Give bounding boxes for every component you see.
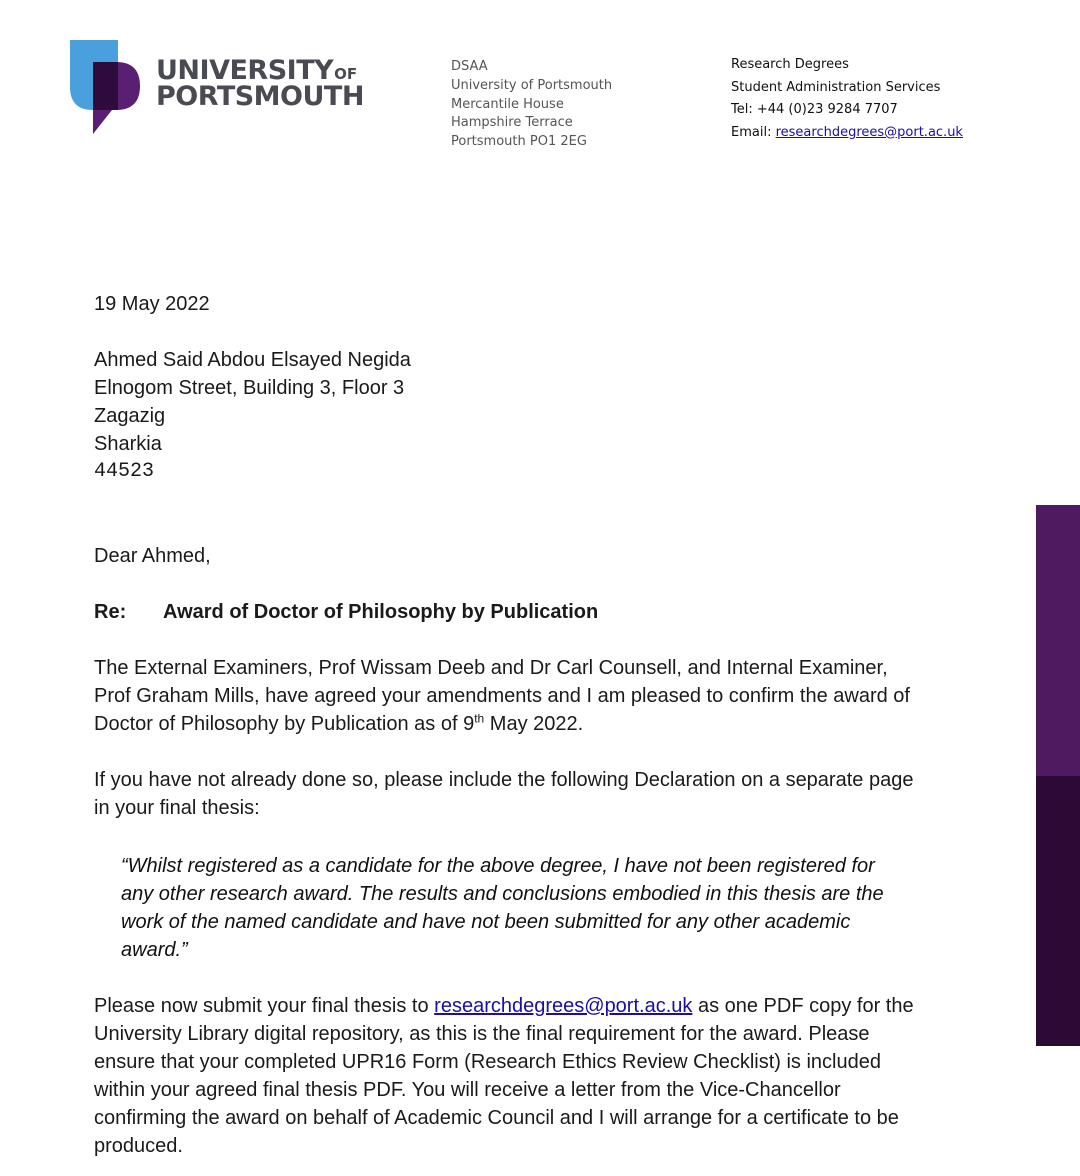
- sender-address-line: Hampshire Terrace: [451, 115, 573, 131]
- recipient-line: Ahmed Said Abdou Elsayed Negida: [94, 349, 411, 371]
- logo-wordmark-line2: PORTSMOUTH: [156, 81, 364, 112]
- paragraph-award: The External Examiners, Prof Wissam Deeb and Dr Carl Counsell, and Internal Examiner, Prof Graham Mills, have agreed your amendments and I am pleased to confirm the award of Doctor of Philosophy by Publication as of 9th May 2022.: [94, 657, 910, 735]
- sender-address: [451, 58, 612, 152]
- sender-address-line: University of Portsmouth: [451, 77, 613, 93]
- subject-line: [94, 598, 598, 626]
- contact-email-link[interactable]: researchdegrees@port.ac.uk: [775, 124, 963, 140]
- contact-service: Student Administration Services: [731, 79, 941, 95]
- subject-label: Re:: [94, 601, 127, 623]
- paragraph-submission: Please now submit your final thesis to researchdegrees@port.ac.uk as one PDF copy for the University Library digital repository, as this is the final requirement for the award. Please ensure that your completed UPR16 Form (Research Ethics Review Checklist) is included within your agreed final thesis PDF. You will receive a letter from the Vice-Chancellor confirming the award on behalf of Academic Council and I will arrange for a certificate to be produced.: [94, 995, 914, 1157]
- contact-dept: Research Degrees: [731, 57, 849, 72]
- recipient-line: Zagazig: [94, 405, 166, 427]
- contact-tel: Tel: +44 (0)23 9284 7707: [731, 102, 898, 118]
- side-bar-dark: [1036, 776, 1080, 1046]
- salutation: Dear Ahmed,: [94, 545, 211, 567]
- sender-address-line: Mercantile House: [451, 96, 564, 112]
- recipient-address: [94, 346, 411, 486]
- paragraph-declaration-intro: If you have not already done so, please include the following Declaration on a separate page in your final thesis:: [94, 769, 914, 819]
- contact-block: [731, 54, 963, 144]
- sender-address-line: Portsmouth PO1 2EG: [451, 134, 587, 150]
- contact-email-row: Email: researchdegrees@port.ac.uk: [731, 124, 963, 140]
- side-bar-purple: [1036, 505, 1080, 776]
- letter-date: 19 May 2022: [94, 293, 210, 315]
- recipient-line: Sharkia: [94, 433, 162, 455]
- logo-wordmark-line1: UNIVERSITYOF: [156, 55, 358, 86]
- sender-address-line: DSAA: [451, 59, 488, 74]
- recipient-line: 44523: [94, 460, 155, 483]
- declaration-quote: “Whilst registered as a candidate for the above degree, I have not been registered for any other research award. The results and conclusions embodied in this thesis are the work of the named candidate and have not been submitted for any other academic award.”: [121, 855, 884, 961]
- university-logo-icon: [68, 38, 148, 136]
- submission-email-link[interactable]: researchdegrees@port.ac.uk: [434, 995, 693, 1017]
- subject-text: Award of Doctor of Philosophy by Publication: [163, 601, 599, 623]
- recipient-line: Elnogom Street, Building 3, Floor 3: [94, 377, 405, 399]
